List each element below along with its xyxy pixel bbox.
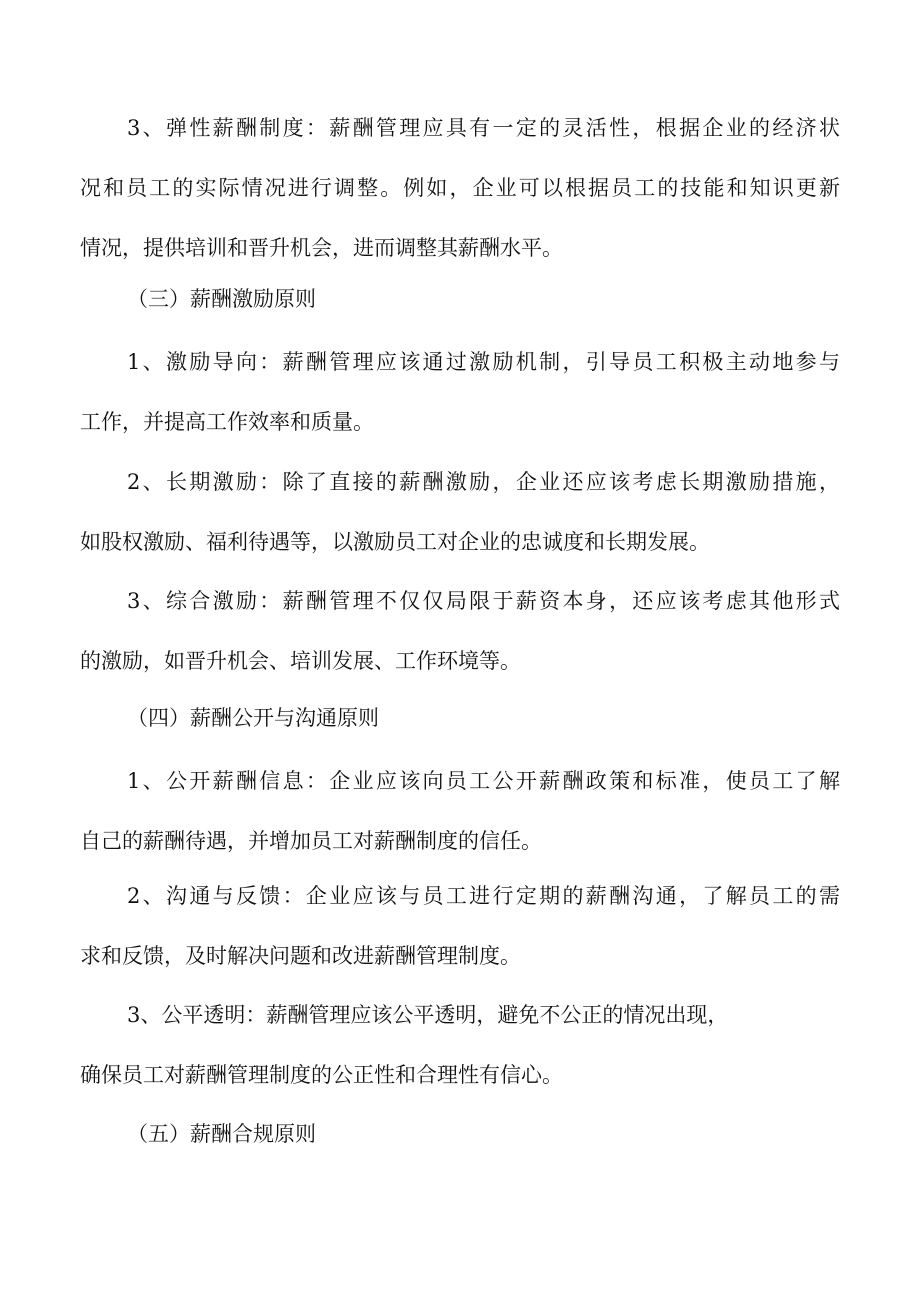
paragraph-long-term-incentive [80, 464, 840, 561]
section-heading-incentive: （三）薪酬激励原则 [127, 287, 316, 311]
paragraph-communication-feedback [80, 878, 840, 975]
text-line: 1、激励导向：薪酬管理应该通过激励机制，引导员工积极主动地参与 [127, 350, 840, 374]
text-line: 2、长期激励：除了直接的薪酬激励，企业还应该考虑长期激励措施， [127, 470, 840, 494]
paragraph-open-pay-info [80, 763, 840, 860]
text-line: 情况，提供培训和晋升机会，进而调整其薪酬水平。 [80, 236, 563, 260]
text-line: 3、综合激励：薪酬管理不仅仅局限于薪资本身，还应该考虑其他形式 [127, 589, 840, 613]
text-line: 求和反馈，及时解决问题和改进薪酬管理制度。 [80, 944, 521, 968]
text-line: 1、公开薪酬信息：企业应该向员工公开薪酬政策和标准，使员工了解 [127, 769, 840, 793]
paragraph-comprehensive-incentive [80, 583, 840, 680]
text-line: 3、弹性薪酬制度：薪酬管理应具有一定的灵活性，根据企业的经济状 [127, 116, 840, 140]
paragraph-incentive-orientation [80, 344, 840, 441]
text-line: 自己的薪酬待遇，并增加员工对薪酬制度的信任。 [80, 829, 542, 853]
text-line: 确保员工对薪酬管理制度的公正性和合理性有信心。 [80, 1063, 563, 1087]
paragraph-flexible-pay [80, 110, 840, 267]
text-line: 工作，并提高工作效率和质量。 [80, 410, 374, 434]
text-line: 的激励，如晋升机会、培训发展、工作环境等。 [80, 649, 521, 673]
paragraph-fair-transparent [80, 997, 840, 1094]
section-heading-compliance: （五）薪酬合规原则 [127, 1122, 316, 1146]
text-line: 况和员工的实际情况进行调整。例如，企业可以根据员工的技能和知识更新 [80, 176, 840, 200]
text-line: 如股权激励、福利待遇等，以激励员工对企业的忠诚度和长期发展。 [80, 530, 710, 554]
text-line: 3、公平透明：薪酬管理应该公平透明，避免不公正的情况出现， [127, 1003, 729, 1027]
text-line: 2、沟通与反馈：企业应该与员工进行定期的薪酬沟通，了解员工的需 [127, 884, 840, 908]
section-heading-openness: （四）薪酬公开与沟通原则 [127, 706, 379, 730]
